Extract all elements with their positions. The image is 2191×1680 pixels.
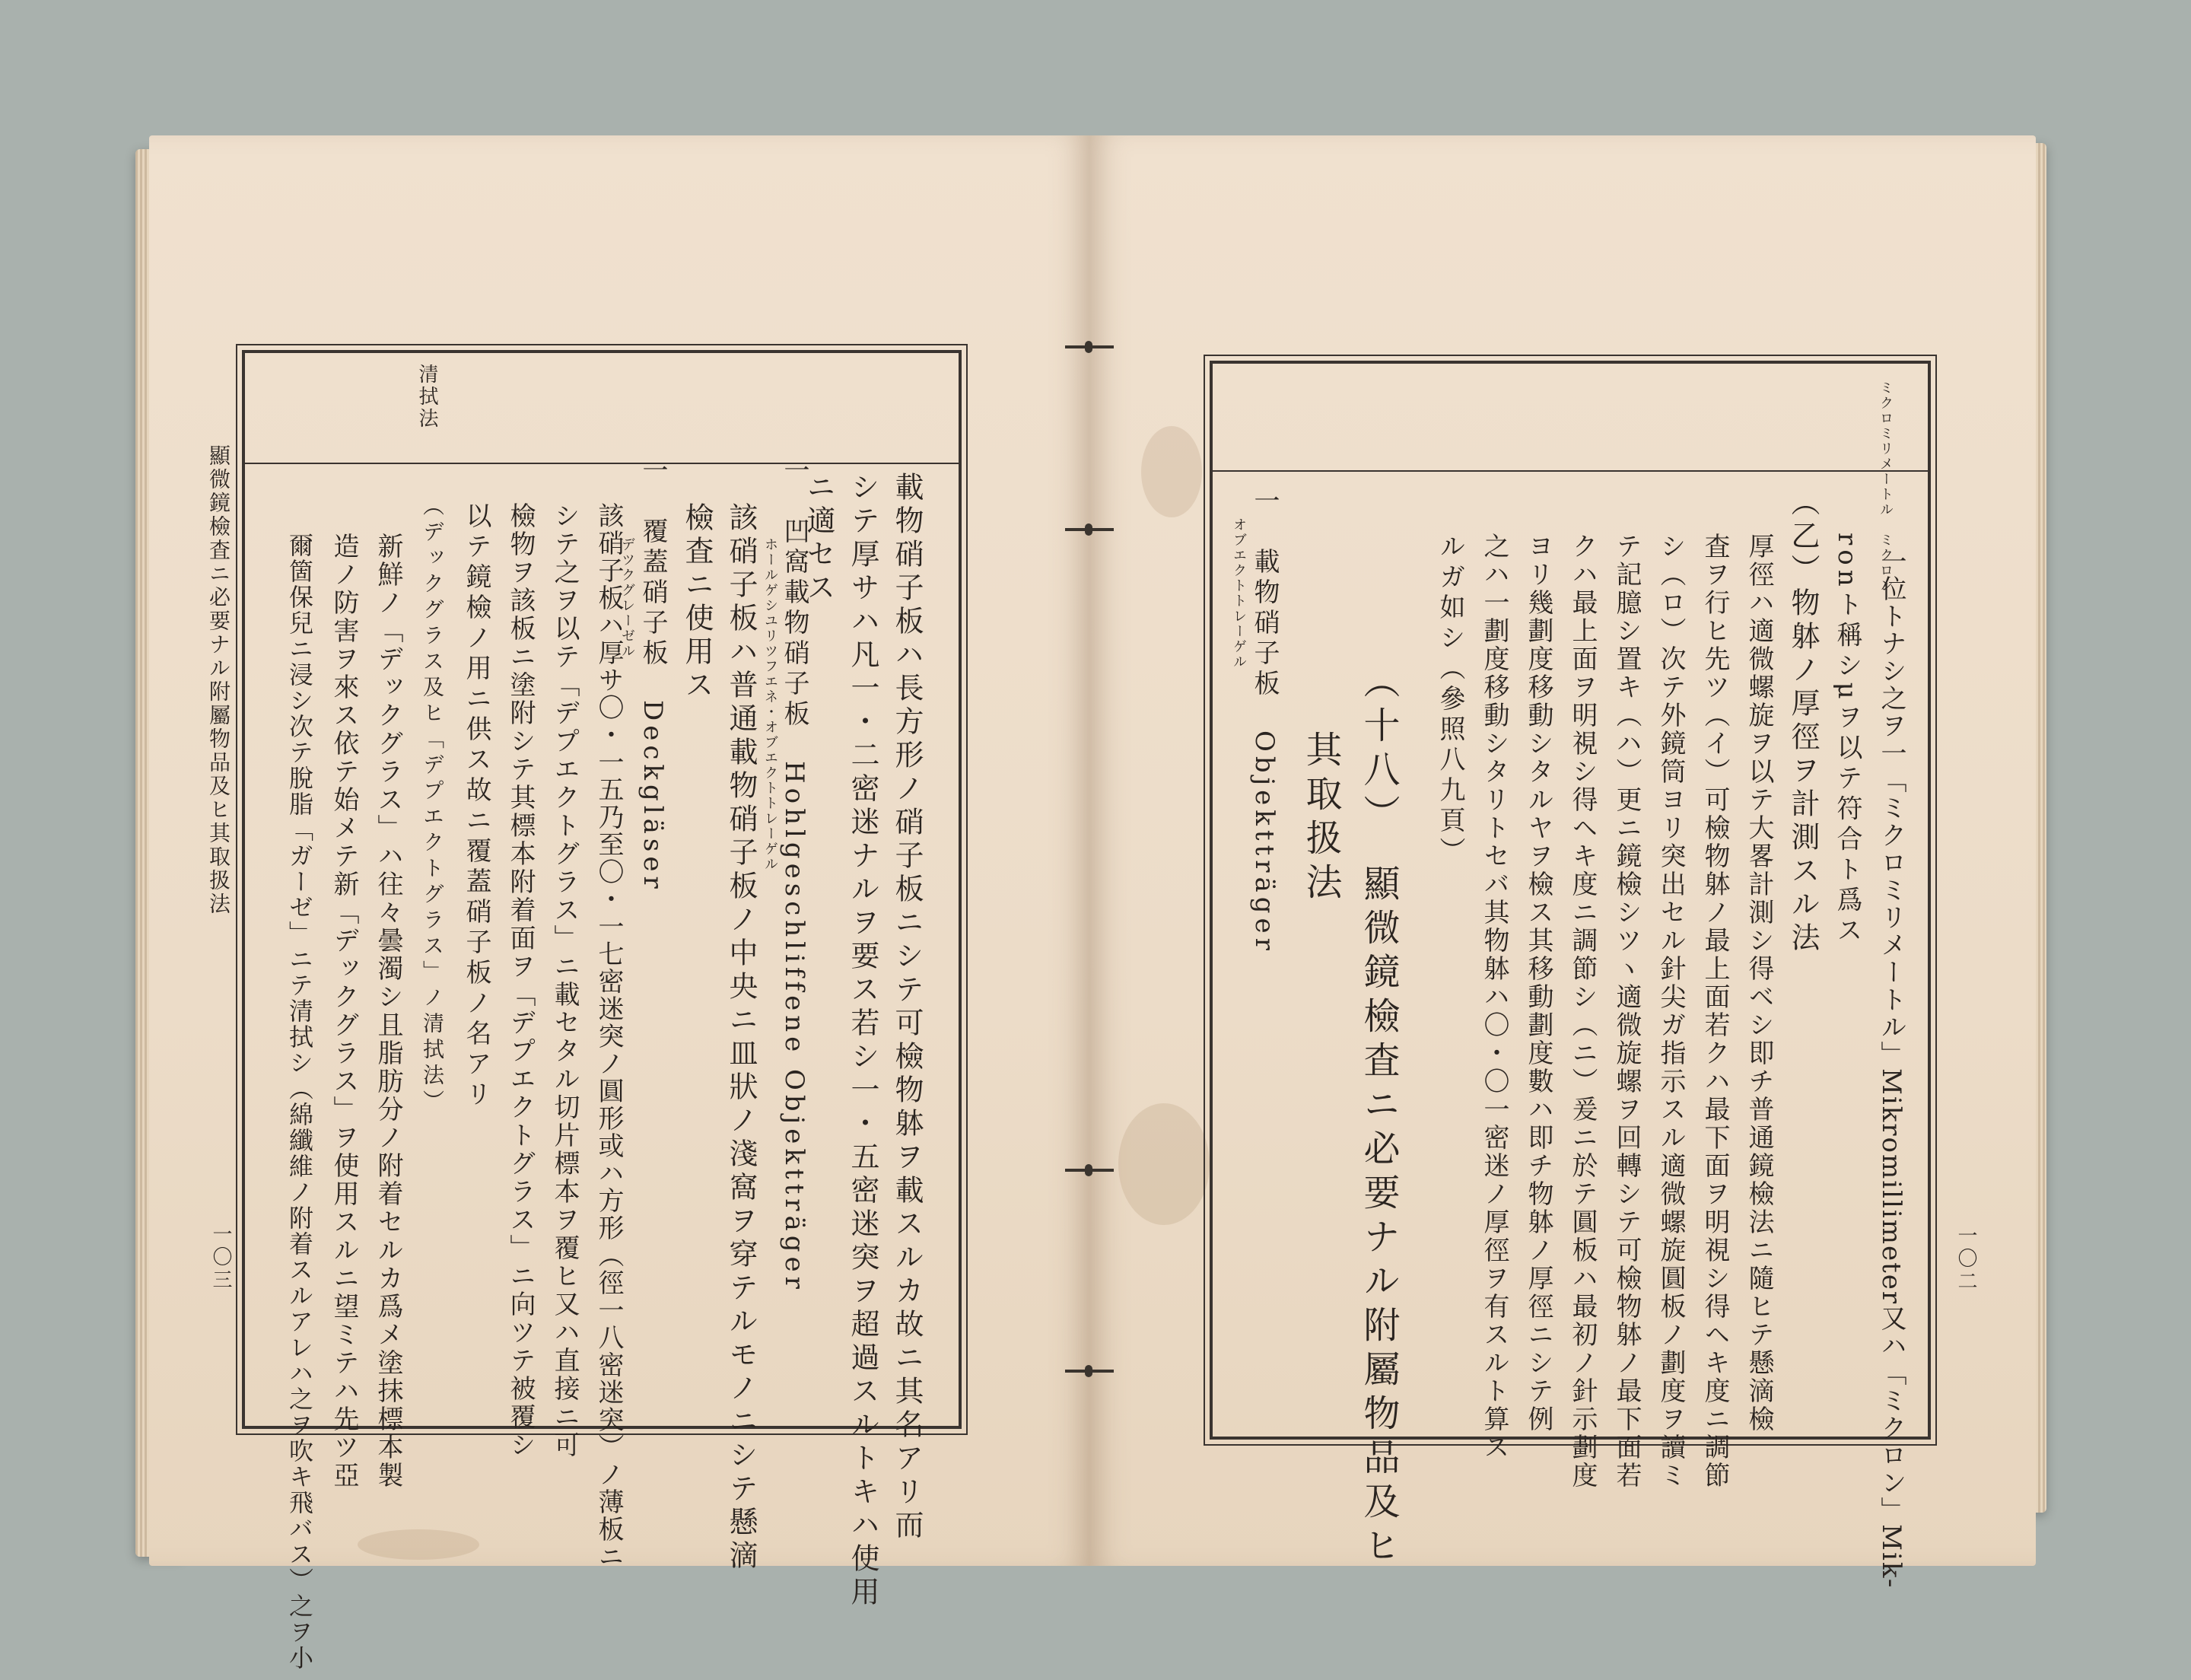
text-line: 之ハ一劃度移動シタリトセバ其物躰ハ〇・〇一密迷ノ厚徑ヲ有スルト算ス (1479, 533, 1509, 1462)
binding-stitch (1065, 345, 1114, 348)
text-line: 一 覆蓋硝子板 Deckgläser (638, 457, 668, 893)
text-line: シテ之ヲ以テ「デプエクトグラス」ニ載セタル切片標本ヲ覆ヒ又ハ直接ニ可 (549, 502, 580, 1459)
text-line: ronト稱シμヲ以テ符合ト爲ス (1832, 533, 1862, 947)
text-line: 一位トナシ之ヲ一「ミクロミリメートル」Mikromillimeter又ハ「ミクロン」Mik- (1876, 548, 1906, 1589)
text-line: 一 載物硝子板 Objektträger (1249, 487, 1280, 955)
text-line: 檢査ニ使用ス (680, 502, 714, 703)
foxing-spot (1141, 426, 1202, 517)
text-line: シテ厚サハ凡一・二密迷ナルヲ要ス若シ一・五密迷突ヲ超過スルトキハ使用 (846, 472, 879, 1610)
page-number-right: 一〇二 (1954, 1225, 1977, 1293)
text-line: 新鮮ノ「デックグラス」ハ往々曇濁シ且脂肪分ノ附着セルカ爲メ塗抹標本製 (373, 533, 403, 1490)
text-line: クハ最上面ヲ明視シ得ヘキ度ニ調節シ（ニ）爰ニ於テ圓板ハ最初ノ針示劃度 (1567, 533, 1598, 1490)
text-line: シ（ロ）次テ外鏡筒ヨリ突出セル針尖ガ指示スル適微螺旋圓板ノ劃度ヲ讀ミ (1655, 533, 1686, 1490)
text-line: 載物硝子板ハ長方形ノ硝子板ニシテ可檢物躰ヲ載スルカ故ニ其名アリ而 (890, 472, 924, 1543)
text-line: 以テ鏡檢ノ用ニ供ス故ニ覆蓋硝子板ノ名アリ (461, 502, 491, 1111)
text-line: 造ノ防害ヲ來ス依テ始メテ新「デックグラス」ヲ使用スルニ望ミテハ先ツ亞 (329, 533, 359, 1490)
binding-stitch (1065, 528, 1114, 531)
small-annotation: ホールゲシユリツフエネ・オブエクトトレーゲル (762, 537, 778, 872)
text-line: テ記臆シ置キ（ハ）更ニ鏡檢シツヽ適微旋螺ヲ回轉シテ可檢物躰ノ最下面若 (1611, 533, 1642, 1490)
text-line: 査ヲ行ヒ先ツ（イ）可檢物躰ノ最上面若クハ最下面ヲ明視シ得ヘキ度ニ調節 (1700, 533, 1730, 1490)
binding-stitch (1065, 1169, 1114, 1172)
page-number-left: 一〇三 (209, 1223, 232, 1292)
foxing-spot (1118, 1103, 1210, 1225)
text-line: ニ適セス (802, 472, 835, 606)
text-line: （デックグラス及ヒ「デプエクトグラス」ノ清拭法） (420, 495, 445, 1115)
text-line: 檢物ヲ該板ニ塗附シテ其標本附着面ヲ「デプエクトグラス」ニ向ツテ被覆シ (505, 502, 536, 1459)
header-box-right: ミクロミリメートル ミクロン (1878, 380, 1894, 593)
binding-stitch (1065, 1370, 1114, 1373)
text-line: 爾箇保兒ニ浸シ次テ脫脂「ガーゼ」ニテ清拭シ（綿纖維ノ附着スルアレハ之ヲ吹キ飛バス）之ヲ小 (285, 533, 314, 1671)
running-head: 顯微鏡檢査ニ必要ナル附屬物品及ヒ其取扱法 (206, 444, 231, 916)
text-line: （乙）物躰ノ厚徑ヲ計測スル法 (1786, 487, 1820, 956)
section-heading: （十八） 顯微鏡檢査ニ必要ナル附屬物品及ヒ (1357, 662, 1400, 1570)
small-annotation: デツクグレーゼル (619, 537, 635, 659)
text-line: ルガ如シ（參照八九頁） (1435, 533, 1465, 867)
text-line: 一 凹窩載物硝子板 Hohlgeschliffene Objektträger (779, 457, 809, 1293)
text-line: 該硝子板ハ厚サ〇・一五乃至〇・一七密迷突ノ圓形或ハ方形（徑一八密迷突）ノ薄板ニ (593, 502, 624, 1570)
text-line: ヨリ幾劃度移動シタルヤヲ檢ス其移動劃度數ハ即チ物躰ノ厚徑ニシテ例 (1523, 533, 1553, 1433)
text-line: 厚徑ハ適微螺旋ヲ以テ大畧計測シ得ベシ即チ普通鏡檢法ニ隨ヒテ懸滴檢 (1744, 533, 1774, 1433)
small-annotation: オブエクトトレーゲル (1231, 517, 1247, 670)
header-box-left: 清拭法 (415, 364, 438, 430)
foxing-spot (358, 1529, 479, 1560)
text-line: 該硝子板ハ普通載物硝子板ノ中央ニ皿狀ノ淺窩ヲ穿テルモノニシテ懸滴 (724, 502, 758, 1573)
section-heading: 其取扱法 (1299, 730, 1342, 907)
